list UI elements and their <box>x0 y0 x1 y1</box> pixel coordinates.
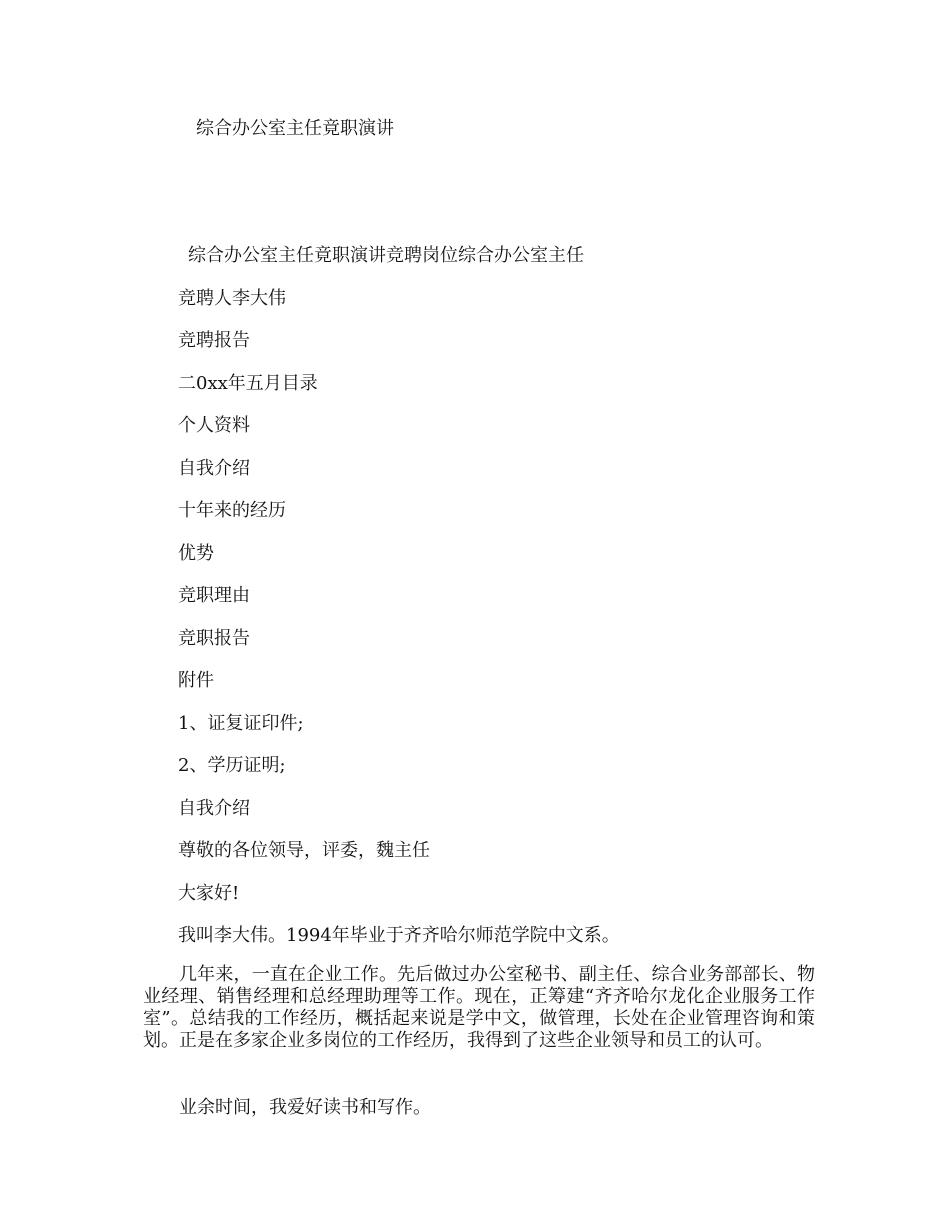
text-line: 大家好! <box>178 883 240 904</box>
text-line: 自我介绍 <box>178 458 250 479</box>
text-line: 个人资料 <box>178 415 250 436</box>
text-line: 附件 <box>178 670 214 691</box>
text-line: 我叫李大伟。1994年毕业于齐齐哈尔师范学院中文系。 <box>178 925 620 946</box>
body-paragraph: 业余时间，我爱好读书和写作。 <box>179 1097 431 1118</box>
text-line: 二0xx年五月目录 <box>178 373 318 394</box>
text-line: 十年来的经历 <box>178 500 286 521</box>
text-line: 尊敬的各位领导，评委，魏主任 <box>178 840 430 861</box>
text-line: 2、学历证明; <box>178 755 286 776</box>
text-line: 优势 <box>178 543 214 564</box>
document-subtitle: 综合办公室主任竟职演讲竞聘岗位综合办公室主任 <box>188 245 584 266</box>
text-line: 竞职报告 <box>178 628 250 649</box>
text-line: 竞职理由 <box>178 585 250 606</box>
text-line: 1、证复证印件; <box>178 713 304 734</box>
text-line: 竞聘报告 <box>178 330 250 351</box>
text-line: 自我介绍 <box>178 798 250 819</box>
text-line: 竞聘人李大伟 <box>178 288 286 309</box>
body-paragraph: 几年来，一直在企业工作。先后做过办公室秘书、副主任、综合业务部部长、物业经理、销售经理和总经理助理等工作。现在，正筹建“齐齐哈尔龙化企业服务工作室”。总结我的工作经历，概括起来说是学中文，做管理，长处在企业管理咨询和策划。正是在多家企业多岗位的工作经历，我得到了这些企业领导和员工的认可。 <box>143 964 815 1051</box>
document-title: 综合办公室主任竟职演讲 <box>196 118 394 139</box>
